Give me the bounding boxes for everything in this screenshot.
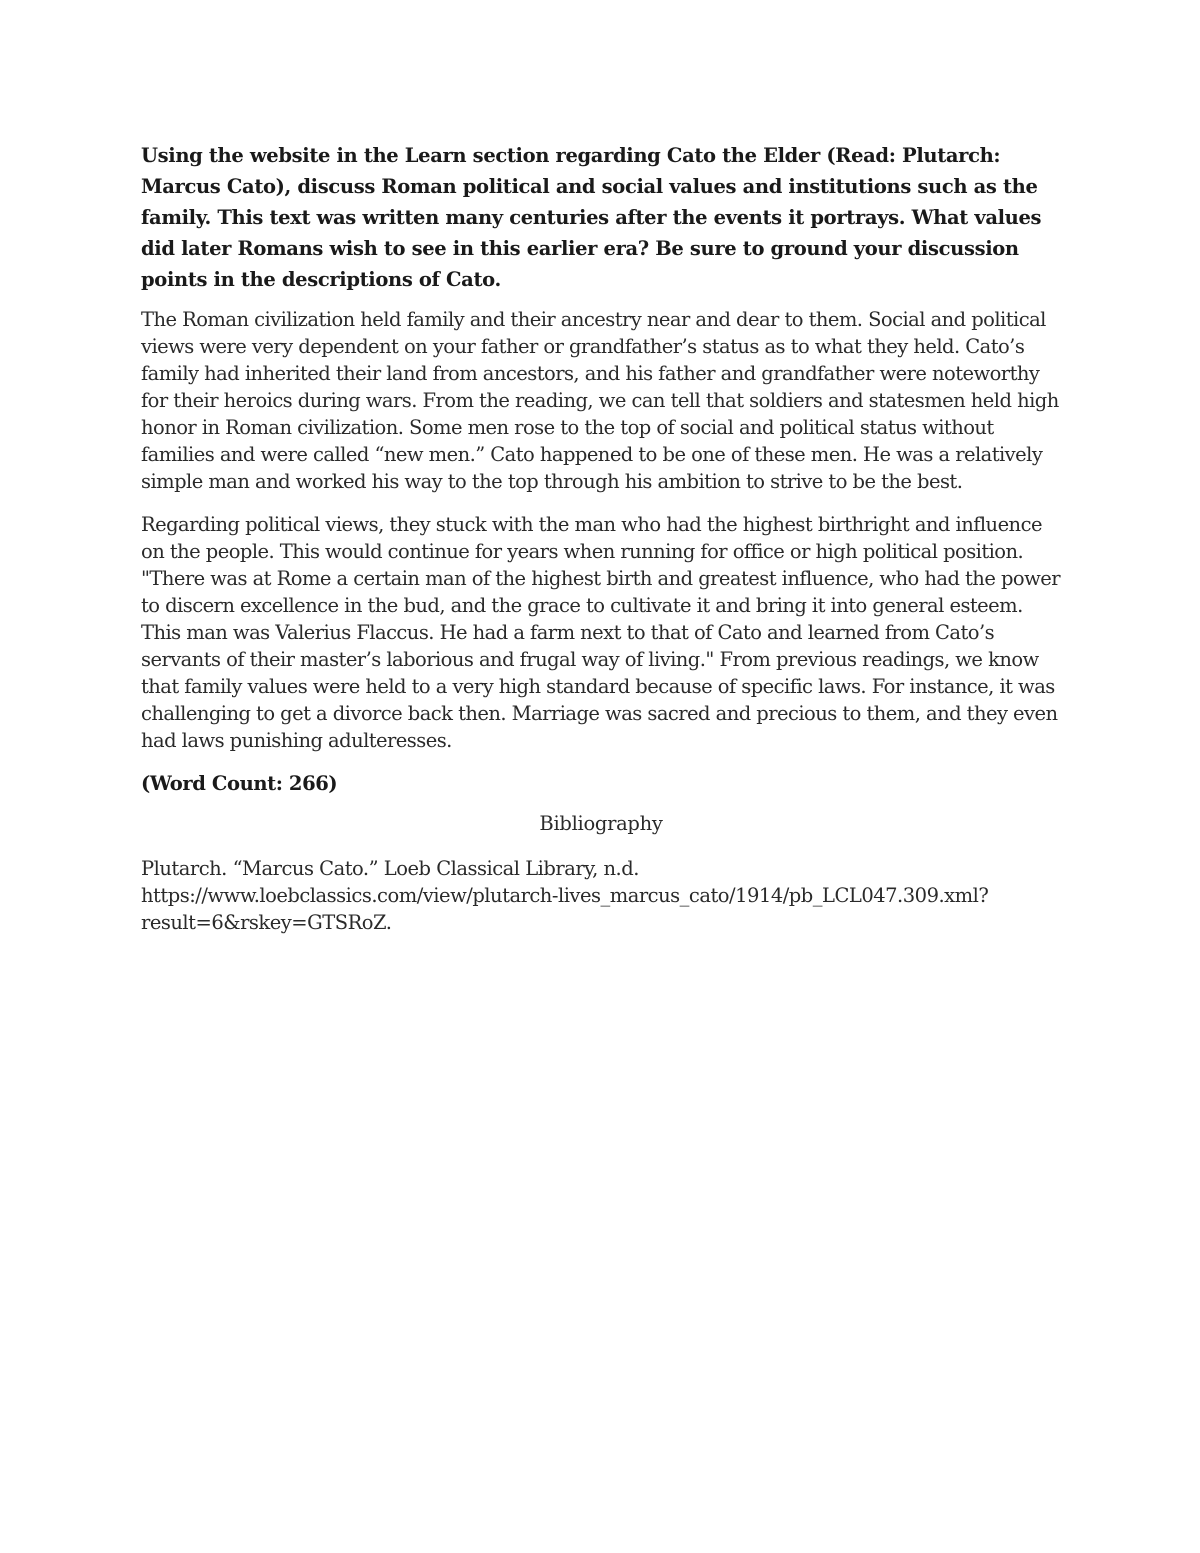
- bibliography-heading: Bibliography: [539, 812, 663, 835]
- body-paragraph-2: Regarding political views, they stuck with the man who had the highest birthright and influence on the people. This would continue for years when running for office or high political position. "There was at Rome a certain man of the highest birth and greatest influence, who had the power to discern excellence in the bud, and the grace to cultivate it and bring it into general esteem. This man was Valerius Flaccus. He had a farm next to that of Cato and learned from Cato’s servants of their master’s laborious and frugal way of living." From previous readings, we know that family values were held to a very high standard because of specific laws. For instance, it was challenging to get a divorce back then. Marriage was sacred and precious to them, and they even had laws punishing adulteresses.: [141, 513, 1060, 752]
- assignment-prompt: Using the website in the Learn section regarding Cato the Elder (Read: Plutarch: Marcus Cato), discuss Roman political and social values and institutions such as the family. This text was written many centuries after the events it portrays. What values did later Romans wish to see in this earlier era? Be sure to ground your discussion points in the descriptions of Cato.: [141, 144, 1042, 291]
- bibliography-citation: Plutarch. “Marcus Cato.” Loeb Classical Library, n.d.: [141, 857, 639, 880]
- body-paragraph-1: The Roman civilization held family and their ancestry near and dear to them. Social and political views were very dependent on your father or grandfather’s status as to what they held. Cato’s family had inherited their land from ancestors, and his father and grandfather were noteworthy for their heroics during wars. From the reading, we can tell that soldiers and statesmen held high honor in Roman civilization. Some men rose to the top of social and political status without families and were called “new men.” Cato happened to be one of these men. He was a relatively simple man and worked his way to the top through his ambition to strive to be the best.: [141, 308, 1059, 493]
- bibliography-entry: [141, 855, 1061, 936]
- document-page: [141, 140, 1061, 936]
- bibliography-url-line-2: result=6&rskey=GTSRoZ.: [141, 911, 392, 934]
- bibliography-url-line-1: https://www.loebclassics.com/view/plutarch-lives_marcus_cato/1914/pb_LCL047.309.xml?: [141, 884, 989, 907]
- word-count: (Word Count: 266): [141, 772, 338, 795]
